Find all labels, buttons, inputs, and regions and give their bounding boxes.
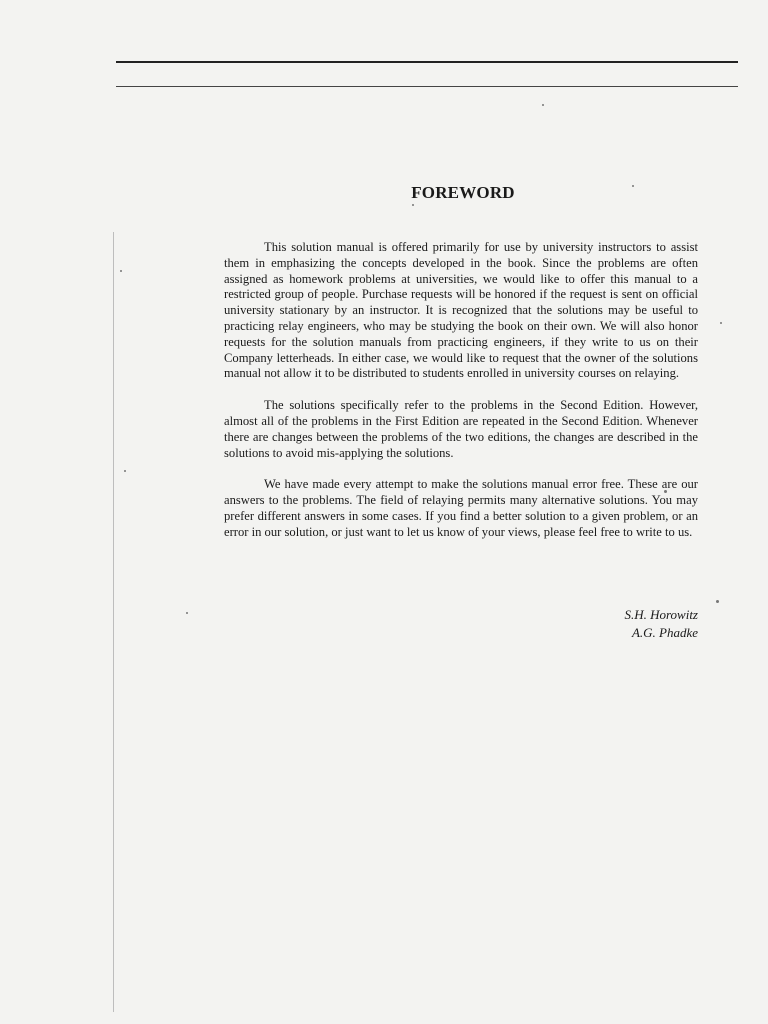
scan-speck — [186, 612, 188, 614]
paragraph: This solution manual is offered primarily for use by university instructors to assist them in emphasizing the concepts developed in the book. Since the problems are often assigned as homework problems at universities, we would like to offer this manual to a restricted group of people. Purchase requests will be honored if the request is sent on official university stationary by an instructor. It is recognized that the solutions may be useful to practicing relay engineers, who may be studying the book on their own. We will also honor requests for the solution manuals from practicing engineers, if they write to us on their Company letterheads. In either case, we would like to request that the owner of the solutions manual not allow it to be distributed to students enrolled in university courses on relaying. — [224, 240, 698, 381]
scan-speck — [412, 204, 414, 206]
scan-speck — [542, 104, 544, 106]
scan-margin-line — [113, 232, 114, 1012]
paragraph: We have made every attempt to make the solutions manual error free. These are our answers to the problems. The field of relaying permits many alternative solutions. You may prefer different answers in some cases. If you find a better solution to a given problem, or an error in our solution, or just want to let us know of your views, please feel free to write to us. — [224, 477, 698, 539]
scan-speck — [124, 470, 126, 472]
header-rule-top — [116, 61, 738, 63]
foreword-body — [224, 240, 698, 557]
signature-block — [624, 606, 698, 642]
scan-speck — [716, 600, 719, 603]
author-signature: A.G. Phadke — [631, 625, 698, 640]
scan-speck — [120, 270, 122, 272]
page-title: FOREWORD — [411, 183, 515, 203]
paragraph: The solutions specifically refer to the problems in the Second Edition. However, almost all of the problems in the First Edition are repeated in the Second Edition. Whenever there are changes between the problems of the two editions, the changes are described in the solutions to avoid mis-applying the solutions. — [224, 398, 698, 460]
scan-speck — [720, 322, 722, 324]
header-rule-bottom — [116, 86, 738, 87]
author-signature: S.H. Horowitz — [624, 607, 698, 622]
